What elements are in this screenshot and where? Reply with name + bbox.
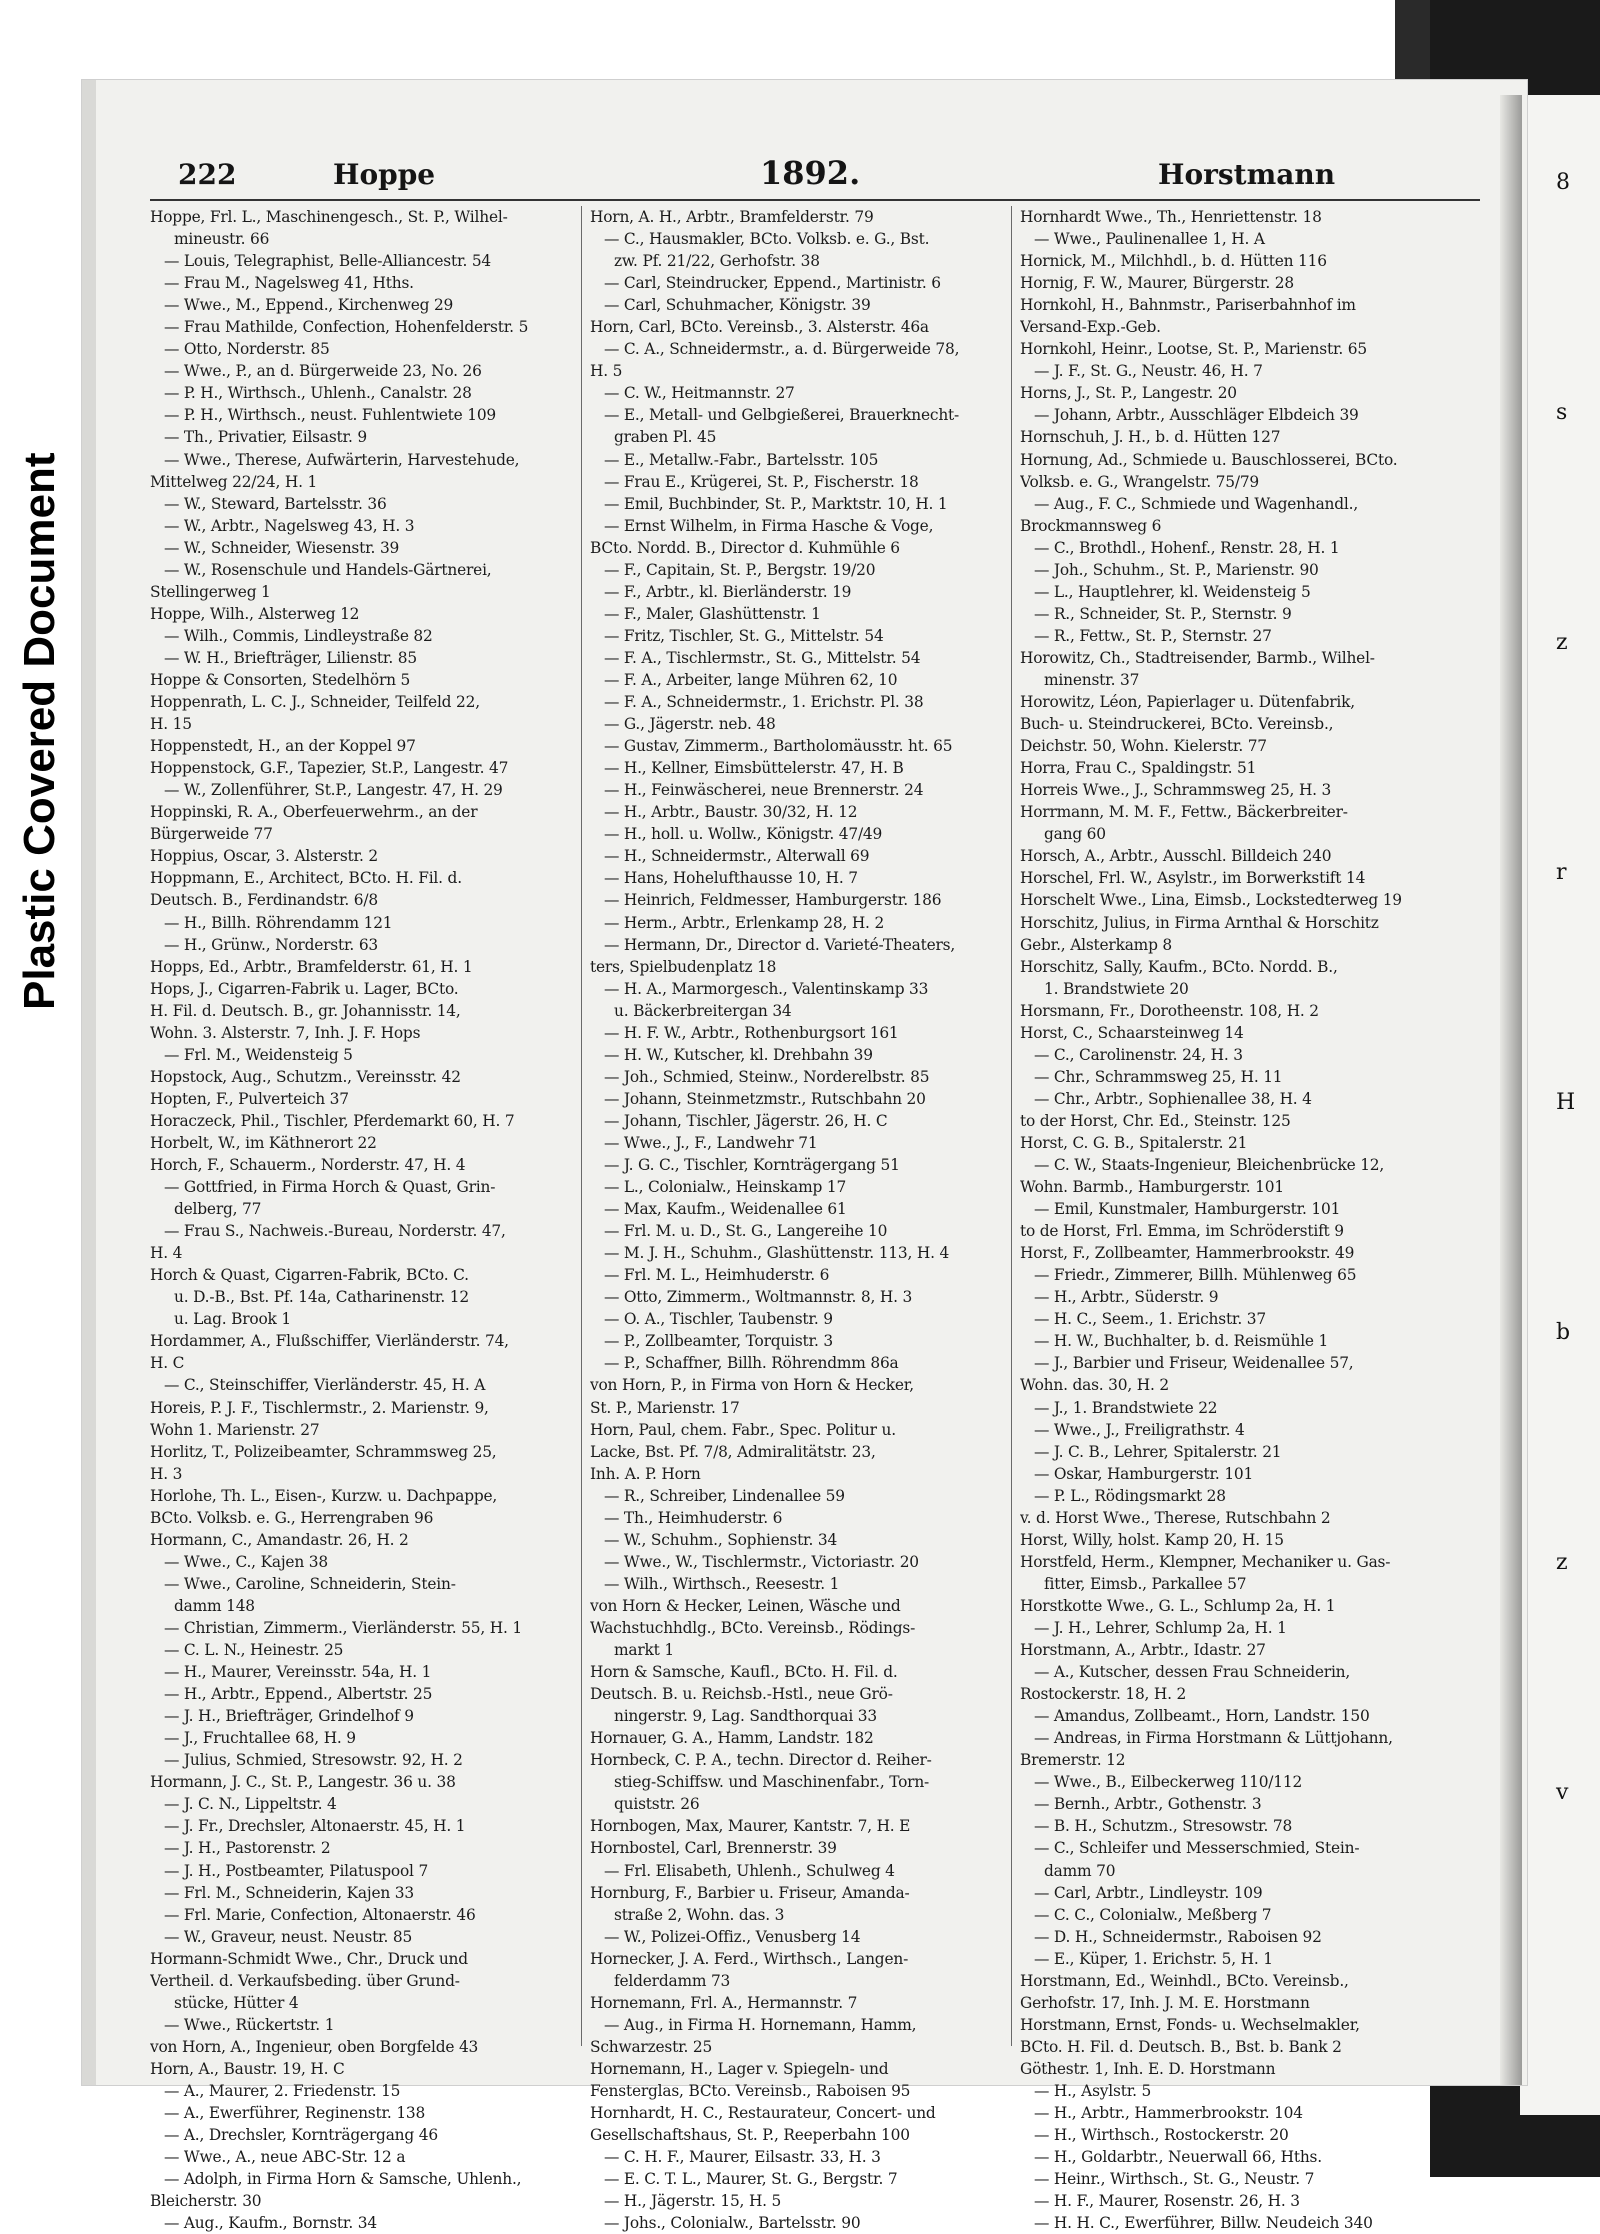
- directory-entry-line: u. Lag. Brook 1: [174, 1310, 291, 1329]
- directory-entry-line: Horbelt, W., im Käthnerort 22: [150, 1133, 377, 1152]
- directory-entry-line: — Bernh., Arbtr., Gothenstr. 3: [1034, 1795, 1262, 1814]
- directory-entry-line: — W., Schneider, Wiesenstr. 39: [164, 538, 400, 557]
- directory-entry-line: — Aug., F. C., Schmiede und Wagenhandl.,: [1034, 494, 1359, 513]
- directory-entry-line: — Julius, Schmied, Stresowstr. 92, H. 2: [164, 1751, 463, 1770]
- directory-entry-line: — P., Zollbeamter, Torquistr. 3: [604, 1332, 833, 1351]
- directory-entry-line: — H., Asylstr. 5: [1034, 2081, 1152, 2100]
- directory-entry-line: Hornhardt Wwe., Th., Henriettenstr. 18: [1020, 208, 1322, 226]
- directory-entry-line: Wohn. 3. Alsterstr. 7, Inh. J. F. Hops: [150, 1023, 421, 1042]
- directory-column-1: [150, 206, 570, 2233]
- directory-entry-line: — F. A., Tischlermstr., St. G., Mittelstr. 54: [604, 648, 921, 667]
- directory-entry-line: — Frl. M. L., Heimhuderstr. 6: [604, 1266, 830, 1285]
- directory-entry-line: — H., Arbtr., Süderstr. 9: [1034, 1288, 1219, 1307]
- directory-entry-line: Mittelweg 22/24, H. 1: [150, 472, 318, 491]
- directory-entry-line: von Horn, A., Ingenieur, oben Borgfelde 43: [150, 2037, 479, 2056]
- directory-entry-line: — E. C. T. L., Maurer, St. G., Bergstr. 7: [604, 2170, 898, 2189]
- directory-entry-line: Fensterglas, BCto. Vereinsb., Raboisen 95: [590, 2081, 911, 2100]
- directory-column-2: [590, 206, 1010, 2233]
- directory-entry-line: — Aug., in Firma H. Hornemann, Hamm,: [604, 2015, 917, 2034]
- directory-entry-line: — Frl. Marie, Confection, Altonaerstr. 46: [164, 1905, 476, 1924]
- directory-entry-line: — H. A., Marmorgesch., Valentinskamp 33: [604, 979, 929, 998]
- directory-entry-line: — Johs., Colonialw., Bartelsstr. 90: [604, 2214, 861, 2233]
- directory-entry-line: Hornick, M., Milchhdl., b. d. Hütten 116: [1020, 252, 1327, 271]
- directory-entry-line: Horn, A., Baustr. 19, H. C: [150, 2059, 345, 2078]
- directory-entry-line: Hornkohl, H., Bahnmstr., Pariserbahnhof im: [1020, 296, 1356, 315]
- directory-entry-line: Horst, F., Zollbeamter, Hammerbrookstr. 49: [1020, 1244, 1355, 1263]
- directory-entry-line: — O. A., Tischler, Taubenstr. 9: [604, 1310, 833, 1329]
- directory-entry-line: — Wilh., Commis, Lindleystraße 82: [164, 626, 433, 645]
- directory-entry-line: ters, Spielbudenplatz 18: [590, 957, 777, 976]
- directory-entry-line: Horst, Willy, holst. Kamp 20, H. 15: [1020, 1530, 1284, 1549]
- directory-entry-line: H. 4: [150, 1244, 183, 1263]
- directory-entry-line: — Hans, Hohelufthausse 10, H. 7: [604, 869, 858, 888]
- directory-entry-line: — Oskar, Hamburgerstr. 101: [1034, 1464, 1254, 1483]
- directory-entry-line: BCto. Volksb. e. G., Herrengraben 96: [150, 1508, 434, 1527]
- directory-entry-line: von Horn & Hecker, Leinen, Wäsche und: [590, 1596, 901, 1615]
- directory-entry-line: Deutsch. B., Ferdinandstr. 6/8: [150, 891, 378, 910]
- directory-entry-line: — H. H. C., Ewerführer, Billw. Neudeich 340: [1034, 2214, 1373, 2233]
- directory-entry-line: Hormann, C., Amandastr. 26, H. 2: [150, 1530, 409, 1549]
- directory-entry-line: — J. H., Briefträger, Grindelhof 9: [164, 1707, 414, 1726]
- directory-entry-line: — Wwe., Rückertstr. 1: [164, 2015, 335, 2034]
- directory-entry-line: — Frl. M., Schneiderin, Kajen 33: [164, 1883, 414, 1902]
- directory-entry-line: Volksb. e. G., Wrangelstr. 75/79: [1020, 472, 1260, 491]
- column-divider: [581, 206, 582, 2046]
- directory-entry-line: Hornauer, G. A., Hamm, Landstr. 182: [590, 1729, 874, 1748]
- directory-entry-line: — E., Metallw.-Fabr., Bartelsstr. 105: [604, 450, 879, 469]
- directory-entry-line: Hornschuh, J. H., b. d. Hütten 127: [1020, 428, 1281, 447]
- directory-entry-line: Brockmannsweg 6: [1020, 516, 1162, 535]
- directory-entry-line: u. D.-B., Bst. Pf. 14a, Catharinenstr. 12: [174, 1288, 469, 1307]
- next-page-fragment: 8: [1556, 170, 1570, 195]
- directory-entry-line: Deichstr. 50, Wohn. Kielerstr. 77: [1020, 737, 1267, 756]
- directory-entry-line: Hoppe, Frl. L., Maschinengesch., St. P., Wilhel-: [150, 208, 508, 226]
- directory-entry-line: Horch, F., Schauerm., Norderstr. 47, H. 4: [150, 1156, 466, 1175]
- directory-entry-line: Horra, Frau C., Spaldingstr. 51: [1020, 759, 1257, 778]
- directory-entry-line: Horsch, A., Arbtr., Ausschl. Billdeich 240: [1020, 847, 1332, 866]
- directory-entry-line: Hoppmann, E., Architect, BCto. H. Fil. d.: [150, 869, 462, 888]
- directory-entry-line: — H., Arbtr., Baustr. 30/32, H. 12: [604, 803, 858, 822]
- directory-entry-line: — Friedr., Zimmerer, Billh. Mühlenweg 65: [1034, 1266, 1357, 1285]
- directory-entry-line: St. P., Marienstr. 17: [590, 1398, 740, 1417]
- column-divider: [1011, 206, 1012, 2046]
- directory-entry-line: quiststr. 26: [614, 1795, 700, 1814]
- directory-entry-line: Gebr., Alsterkamp 8: [1020, 935, 1173, 954]
- directory-entry-line: — Wwe., J., F., Landwehr 71: [604, 1133, 818, 1152]
- directory-entry-line: Bleicherstr. 30: [150, 2192, 262, 2211]
- directory-entry-line: — Fritz, Tischler, St. G., Mittelstr. 54: [604, 626, 884, 645]
- next-page-fragment: z: [1556, 1550, 1568, 1575]
- directory-entry-line: — Heinr., Wirthsch., St. G., Neustr. 7: [1034, 2170, 1315, 2189]
- directory-entry-line: Hoppe & Consorten, Stedelhörn 5: [150, 670, 411, 689]
- directory-entry-line: Horeis, P. J. F., Tischlermstr., 2. Marienstr. 9,: [150, 1398, 489, 1417]
- directory-entry-line: — W., Zollenführer, St.P., Langestr. 47, H. 29: [164, 781, 503, 800]
- directory-entry-line: Hormann, J. C., St. P., Langestr. 36 u. 38: [150, 1773, 456, 1792]
- directory-entry-line: — W., Arbtr., Nagelsweg 43, H. 3: [164, 516, 415, 535]
- page-binding-curl: [1500, 95, 1522, 2085]
- directory-entry-line: Horschitz, Julius, in Firma Arnthal & Horschitz: [1020, 913, 1379, 932]
- directory-entry-line: — J. C. N., Lippeltstr. 4: [164, 1795, 337, 1814]
- directory-entry-line: Horaczeck, Phil., Tischler, Pferdemarkt 60, H. 7: [150, 1111, 515, 1130]
- directory-entry-line: von Horn, P., in Firma von Horn & Hecker,: [590, 1376, 914, 1395]
- directory-entry-line: Horschelt Wwe., Lina, Eimsb., Lockstedterweg 19: [1020, 891, 1402, 910]
- directory-entry-line: Horn & Samsche, Kaufl., BCto. H. Fil. d.: [590, 1663, 898, 1682]
- directory-entry-line: Schwarzestr. 25: [590, 2037, 713, 2056]
- directory-entry-line: — A., Ewerführer, Reginenstr. 138: [164, 2104, 426, 2123]
- directory-entry-line: Horschel, Frl. W., Asylstr., im Borwerkstift 14: [1020, 869, 1366, 888]
- next-page-fragment: v: [1556, 1780, 1569, 1805]
- directory-entry-line: Hornbeck, C. P. A., techn. Director d. Reiher-: [590, 1751, 932, 1770]
- directory-entry-line: — Wwe., J., Freiligrathstr. 4: [1034, 1420, 1245, 1439]
- running-head-right: Horstmann: [1158, 158, 1336, 191]
- directory-entry-line: — W., Steward, Bartelsstr. 36: [164, 494, 387, 513]
- directory-entry-line: — J. Fr., Drechsler, Altonaerstr. 45, H. 1: [164, 1817, 466, 1836]
- directory-entry-line: Hornhardt, H. C., Restaurateur, Concert- und: [590, 2104, 936, 2123]
- directory-entry-line: — D. H., Schneidermstr., Raboisen 92: [1034, 1927, 1322, 1946]
- directory-entry-line: — J., Barbier und Friseur, Weidenallee 57,: [1034, 1354, 1354, 1373]
- directory-entry-line: Vertheil. d. Verkaufsbeding. über Grund-: [150, 1971, 460, 1990]
- directory-entry-line: Horstmann, A., Arbtr., Idastr. 27: [1020, 1641, 1266, 1660]
- directory-entry-line: — Th., Heimhuderstr. 6: [604, 1508, 783, 1527]
- directory-entry-line: Göthestr. 1, Inh. E. D. Horstmann: [1020, 2059, 1276, 2078]
- directory-entry-line: Hoppius, Oscar, 3. Alsterstr. 2: [150, 847, 378, 866]
- header-rule: [150, 199, 1480, 201]
- directory-entry-line: — R., Fettw., St. P., Sternstr. 27: [1034, 626, 1272, 645]
- directory-entry-line: — Gustav, Zimmerm., Bartholomäusstr. ht. 65: [604, 737, 953, 756]
- directory-entry-line: — Frl. Elisabeth, Uhlenh., Schulweg 4: [604, 1861, 895, 1880]
- directory-entry-line: Wohn. Barmb., Hamburgerstr. 101: [1020, 1178, 1284, 1197]
- directory-entry-line: Lacke, Bst. Pf. 7/8, Admiralitätstr. 23,: [590, 1442, 876, 1461]
- directory-entry-line: Gerhofstr. 17, Inh. J. M. E. Horstmann: [1020, 1993, 1310, 2012]
- directory-entry-line: — P., Schaffner, Billh. Röhrendmm 86a: [604, 1354, 899, 1373]
- directory-entry-line: — Frau Mathilde, Confection, Hohenfelderstr. 5: [164, 318, 529, 337]
- directory-entry-line: — Wwe., Paulinenallee 1, H. A: [1034, 230, 1265, 249]
- directory-entry-line: stieg-Schiffsw. und Maschinenfabr., Torn-: [614, 1773, 930, 1792]
- directory-entry-line: Wohn 1. Marienstr. 27: [150, 1420, 320, 1439]
- directory-entry-line: — F., Maler, Glashüttenstr. 1: [604, 604, 821, 623]
- directory-entry-line: — E., Metall- und Gelbgießerei, Brauerknecht-: [604, 406, 960, 425]
- directory-entry-line: — H., Wirthsch., Rostockerstr. 20: [1034, 2126, 1289, 2145]
- directory-entry-line: — Wwe., M., Eppend., Kirchenweg 29: [164, 296, 454, 315]
- next-page-fragment: z: [1556, 630, 1568, 655]
- directory-entry-line: — Otto, Zimmerm., Woltmannstr. 8, H. 3: [604, 1288, 913, 1307]
- page-number: 222: [178, 158, 237, 191]
- running-head-left: Hoppe: [333, 158, 436, 191]
- directory-entry-line: BCto. H. Fil. d. Deutsch. B., Bst. b. Bank 2: [1020, 2037, 1342, 2056]
- directory-entry-line: Horowitz, Léon, Papierlager u. Dütenfabrik,: [1020, 693, 1355, 712]
- directory-entry-line: — W. H., Briefträger, Lilienstr. 85: [164, 648, 417, 667]
- directory-entry-line: — Aug., Kaufm., Bornstr. 34: [164, 2214, 377, 2233]
- directory-entry-line: Horn, Carl, BCto. Vereinsb., 3. Alsterstr. 46a: [590, 318, 929, 337]
- directory-entry-line: Hornbogen, Max, Maurer, Kantstr. 7, H. E: [590, 1817, 911, 1836]
- directory-entry-line: — Frau S., Nachweis.-Bureau, Norderstr. 47,: [164, 1222, 506, 1241]
- directory-entry-line: — P. H., Wirthsch., neust. Fuhlentwiete 109: [164, 406, 497, 425]
- directory-entry-line: — H., Goldarbtr., Neuerwall 66, Hths.: [1034, 2148, 1322, 2167]
- directory-entry-line: — J., Fruchtallee 68, H. 9: [164, 1729, 356, 1748]
- directory-entry-line: — F. A., Arbeiter, lange Mühren 62, 10: [604, 670, 898, 689]
- directory-entry-line: — J. H., Postbeamter, Pilatuspool 7: [164, 1861, 429, 1880]
- directory-entry-line: mineustr. 66: [174, 230, 270, 249]
- directory-entry-line: — L., Hauptlehrer, kl. Weidensteig 5: [1034, 582, 1311, 601]
- directory-entry-line: Horschitz, Sally, Kaufm., BCto. Nordd. B.,: [1020, 957, 1338, 976]
- next-page-fragment: H: [1556, 1090, 1576, 1115]
- directory-entry-line: — C. C., Colonialw., Meßberg 7: [1034, 1905, 1272, 1924]
- directory-entry-line: — Emil, Buchbinder, St. P., Marktstr. 10, H. 1: [604, 494, 948, 513]
- directory-entry-line: — Louis, Telegraphist, Belle-Alliancestr. 54: [164, 252, 492, 271]
- directory-entry-line: fitter, Eimsb., Parkallee 57: [1044, 1574, 1247, 1593]
- directory-entry-line: H. 3: [150, 1464, 183, 1483]
- directory-entry-line: — W., Schuhm., Sophienstr. 34: [604, 1530, 838, 1549]
- directory-entry-line: — Emil, Kunstmaler, Hamburgerstr. 101: [1034, 1200, 1341, 1219]
- directory-entry-line: Horstfeld, Herm., Klempner, Mechaniker u. Gas-: [1020, 1552, 1391, 1571]
- directory-entry-line: — Wwe., Caroline, Schneiderin, Stein-: [164, 1574, 456, 1593]
- directory-entry-line: damm 148: [174, 1596, 255, 1615]
- directory-entry-line: 1. Brandstwiete 20: [1044, 979, 1189, 998]
- directory-entry-line: delberg, 77: [174, 1200, 262, 1219]
- directory-entry-line: — R., Schreiber, Lindenallee 59: [604, 1486, 845, 1505]
- directory-entry-line: Hornburg, F., Barbier u. Friseur, Amanda-: [590, 1883, 910, 1902]
- directory-entry-line: — Andreas, in Firma Horstmann & Lüttjohann,: [1034, 1729, 1393, 1748]
- directory-entry-line: — Ernst Wilhelm, in Firma Hasche & Voge,: [604, 516, 934, 535]
- directory-entry-line: — C., Schleifer und Messerschmied, Stein-: [1034, 1839, 1360, 1858]
- directory-entry-line: — C. W., Heitmannstr. 27: [604, 384, 795, 403]
- directory-entry-line: — H., Billh. Röhrendamm 121: [164, 913, 393, 932]
- directory-entry-line: — C., Hausmakler, BCto. Volksb. e. G., Bst.: [604, 230, 930, 249]
- directory-entry-line: — Wwe., A., neue ABC-Str. 12 a: [164, 2148, 406, 2167]
- directory-entry-line: — H. F., Maurer, Rosenstr. 26, H. 3: [1034, 2192, 1300, 2211]
- directory-entry-line: Hornemann, Frl. A., Hermannstr. 7: [590, 1993, 858, 2012]
- directory-entry-line: — Hermann, Dr., Director d. Varieté-Theaters,: [604, 935, 956, 954]
- directory-entry-line: Hopten, F., Pulverteich 37: [150, 1089, 349, 1108]
- directory-entry-line: Horreis Wwe., J., Schrammsweg 25, H. 3: [1020, 781, 1332, 800]
- directory-entry-line: Hoppenstedt, H., an der Koppel 97: [150, 737, 416, 756]
- directory-entry-line: Horns, J., St. P., Langestr. 20: [1020, 384, 1237, 403]
- directory-entry-line: Horn, Paul, chem. Fabr., Spec. Politur u.: [590, 1420, 896, 1439]
- directory-entry-line: — C., Steinschiffer, Vierländerstr. 45, H. A: [164, 1376, 486, 1395]
- directory-entry-line: — J. C. B., Lehrer, Spitalerstr. 21: [1034, 1442, 1282, 1461]
- directory-entry-line: BCto. Nordd. B., Director d. Kuhmühle 6: [590, 538, 900, 557]
- next-page-fragments: [1556, 170, 1596, 1970]
- directory-entry-line: Hops, J., Cigarren-Fabrik u. Lager, BCto.: [150, 979, 459, 998]
- directory-entry-line: — Johann, Arbtr., Ausschläger Elbdeich 39: [1034, 406, 1359, 425]
- directory-entry-line: Horlohe, Th. L., Eisen-, Kurzw. u. Dachpappe,: [150, 1486, 498, 1505]
- directory-entry-line: Horsmann, Fr., Dorotheenstr. 108, H. 2: [1020, 1001, 1319, 1020]
- directory-entry-line: gang 60: [1044, 825, 1106, 844]
- directory-entry-line: Horstmann, Ed., Weinhdl., BCto. Vereinsb.,: [1020, 1971, 1349, 1990]
- directory-entry-line: Horst, C. G. B., Spitalerstr. 21: [1020, 1133, 1248, 1152]
- directory-entry-line: Horlitz, T., Polizeibeamter, Schrammsweg 25,: [150, 1442, 497, 1461]
- directory-entry-line: — F., Capitain, St. P., Bergstr. 19/20: [604, 560, 876, 579]
- directory-entry-line: — H., Maurer, Vereinsstr. 54a, H. 1: [164, 1663, 432, 1682]
- directory-entry-line: — H., Kellner, Eimsbüttelerstr. 47, H. B: [604, 759, 904, 778]
- directory-entry-line: — F., Arbtr., kl. Bierländerstr. 19: [604, 582, 852, 601]
- directory-entry-line: Hoppenstock, G.F., Tapezier, St.P., Langestr. 47: [150, 759, 509, 778]
- directory-entry-line: — C., Brothdl., Hohenf., Renstr. 28, H. 1: [1034, 538, 1340, 557]
- directory-entry-line: — P. H., Wirthsch., Uhlenh., Canalstr. 28: [164, 384, 472, 403]
- directory-entry-line: — A., Kutscher, dessen Frau Schneiderin,: [1034, 1663, 1351, 1682]
- directory-entry-line: Horstkotte Wwe., G. L., Schlump 2a, H. 1: [1020, 1596, 1336, 1615]
- directory-entry-line: — Max, Kaufm., Weidenallee 61: [604, 1200, 847, 1219]
- directory-entry-line: — J. H., Lehrer, Schlump 2a, H. 1: [1034, 1619, 1287, 1637]
- directory-entry-line: — H., Grünw., Norderstr. 63: [164, 935, 379, 954]
- directory-entry-line: markt 1: [614, 1641, 674, 1660]
- directory-entry-line: Gesellschaftshaus, St. P., Reeperbahn 100: [590, 2126, 910, 2145]
- directory-entry-line: Inh. A. P. Horn: [590, 1464, 701, 1483]
- directory-entry-line: — Frl. M., Weidensteig 5: [164, 1045, 353, 1064]
- directory-entry-line: — W., Rosenschule und Handels-Gärtnerei,: [164, 560, 492, 579]
- directory-entry-line: Hoppe, Wilh., Alsterweg 12: [150, 604, 360, 623]
- directory-entry-line: graben Pl. 45: [614, 428, 717, 447]
- directory-entry-line: — Heinrich, Feldmesser, Hamburgerstr. 186: [604, 891, 942, 910]
- directory-entry-line: Horowitz, Ch., Stadtreisender, Barmb., Wilhel-: [1020, 648, 1375, 667]
- directory-entry-line: — Frau E., Krügerei, St. P., Fischerstr. 18: [604, 472, 919, 491]
- directory-entry-line: — Johann, Tischler, Jägerstr. 26, H. C: [604, 1111, 888, 1130]
- directory-entry-line: Hormann-Schmidt Wwe., Chr., Druck und: [150, 1949, 468, 1968]
- page-left-edge: [82, 80, 96, 2085]
- directory-entry-line: Hoppenrath, L. C. J., Schneider, Teilfeld 22,: [150, 693, 480, 712]
- directory-entry-line: u. Bäckerbreitergan 34: [614, 1001, 792, 1020]
- directory-entry-line: Versand-Exp.-Geb.: [1020, 318, 1161, 337]
- directory-entry-line: — W., Polizei-Offiz., Venusberg 14: [604, 1927, 861, 1946]
- directory-entry-line: — Wwe., P., an d. Bürgerweide 23, No. 26: [164, 362, 482, 381]
- directory-entry-line: — H. W., Buchhalter, b. d. Reismühle 1: [1034, 1332, 1329, 1351]
- directory-entry-line: — A., Drechsler, Kornträgergang 46: [164, 2126, 438, 2145]
- directory-entry-line: Wachstuchhdlg., BCto. Vereinsb., Rödings-: [590, 1619, 916, 1637]
- directory-entry-line: Stellingerweg 1: [150, 582, 271, 601]
- directory-entry-line: — Adolph, in Firma Horn & Samsche, Uhlenh.,: [164, 2170, 522, 2189]
- directory-entry-line: Hornecker, J. A. Ferd., Wirthsch., Langen-: [590, 1949, 909, 1968]
- directory-entry-line: — Carl, Steindrucker, Eppend., Martinistr. 6: [604, 274, 941, 293]
- directory-entry-line: Hornung, Ad., Schmiede u. Bauschlosserei, BCto.: [1020, 450, 1398, 469]
- directory-entry-line: — Christian, Zimmerm., Vierländerstr. 55, H. 1: [164, 1619, 522, 1637]
- directory-entry-line: zw. Pf. 21/22, Gerhofstr. 38: [614, 252, 820, 271]
- directory-entry-line: — Chr., Schrammsweg 25, H. 11: [1034, 1067, 1283, 1086]
- directory-entry-line: — Herm., Arbtr., Erlenkamp 28, H. 2: [604, 913, 885, 932]
- directory-entry-line: — Wwe., W., Tischlermstr., Victoriastr. 20: [604, 1552, 919, 1571]
- directory-entry-line: damm 70: [1044, 1861, 1116, 1880]
- directory-entry-line: — Amandus, Zollbeamt., Horn, Landstr. 150: [1034, 1707, 1370, 1726]
- directory-entry-line: H. Fil. d. Deutsch. B., gr. Johannisstr. 14,: [150, 1001, 461, 1020]
- directory-entry-line: Horn, A. H., Arbtr., Bramfelderstr. 79: [590, 208, 874, 226]
- directory-entry-line: — Joh., Schuhm., St. P., Marienstr. 90: [1034, 560, 1319, 579]
- directory-entry-line: Horrmann, M. M. F., Fettw., Bäckerbreiter-: [1020, 803, 1348, 822]
- directory-entry-line: Hornig, F. W., Maurer, Bürgerstr. 28: [1020, 274, 1294, 293]
- directory-entry-line: — C. L. N., Heinestr. 25: [164, 1641, 344, 1660]
- directory-entry-line: — H., Arbtr., Hammerbrookstr. 104: [1034, 2104, 1303, 2123]
- directory-entry-line: — Gottfried, in Firma Horch & Quast, Grin-: [164, 1178, 496, 1197]
- running-head-year: 1892.: [760, 154, 861, 192]
- directory-entry-line: — Wwe., B., Eilbeckerweg 110/112: [1034, 1773, 1303, 1792]
- plastic-covered-label: Plastic Covered Document: [15, 452, 64, 1010]
- directory-entry-line: H. C: [150, 1354, 185, 1373]
- directory-entry-line: — Otto, Norderstr. 85: [164, 340, 330, 359]
- directory-entry-line: — A., Maurer, 2. Friedenstr. 15: [164, 2081, 401, 2100]
- directory-entry-line: — Johann, Steinmetzmstr., Rutschbahn 20: [604, 1089, 926, 1108]
- directory-entry-line: — Carl, Schuhmacher, Königstr. 39: [604, 296, 871, 315]
- directory-entry-line: — R., Schneider, St. P., Sternstr. 9: [1034, 604, 1292, 623]
- directory-entry-line: — Frau M., Nagelsweg 41, Hths.: [164, 274, 414, 293]
- next-page-fragment: r: [1556, 860, 1567, 885]
- directory-entry-line: — M. J. H., Schuhm., Glashüttenstr. 113, H. 4: [604, 1244, 950, 1263]
- directory-entry-line: — J. F., St. G., Neustr. 46, H. 7: [1034, 362, 1263, 381]
- directory-entry-line: H. 15: [150, 715, 192, 734]
- directory-entry-line: to de Horst, Frl. Emma, im Schröderstift 9: [1020, 1222, 1344, 1241]
- directory-entry-line: v. d. Horst Wwe., Therese, Rutschbahn 2: [1020, 1508, 1331, 1527]
- directory-entry-line: — Th., Privatier, Eilsastr. 9: [164, 428, 367, 447]
- directory-entry-line: — H., Feinwäscherei, neue Brennerstr. 24: [604, 781, 924, 800]
- directory-entry-line: — C. H. F., Maurer, Eilsastr. 33, H. 3: [604, 2148, 881, 2167]
- directory-entry-line: Hornemann, H., Lager v. Spiegeln- und: [590, 2059, 889, 2078]
- directory-column-3: [1020, 206, 1480, 2233]
- directory-entry-line: Hoppinski, R. A., Oberfeuerwehrm., an der: [150, 803, 478, 822]
- directory-entry-line: — C. A., Schneidermstr., a. d. Bürgerweide 78,: [604, 340, 960, 359]
- directory-entry-line: stücke, Hütter 4: [174, 1993, 299, 2012]
- directory-entry-line: — C., Carolinenstr. 24, H. 3: [1034, 1045, 1243, 1064]
- directory-entry-line: — Wwe., Therese, Aufwärterin, Harvestehude,: [164, 450, 520, 469]
- directory-entry-line: — Carl, Arbtr., Lindleystr. 109: [1034, 1883, 1263, 1902]
- directory-entry-line: — J., 1. Brandstwiete 22: [1034, 1398, 1218, 1417]
- directory-entry-line: Bürgerweide 77: [150, 825, 273, 844]
- directory-entry-line: — B. H., Schutzm., Stresowstr. 78: [1034, 1817, 1293, 1836]
- directory-entry-line: — Chr., Arbtr., Sophienallee 38, H. 4: [1034, 1089, 1312, 1108]
- directory-entry-line: Hornbostel, Carl, Brennerstr. 39: [590, 1839, 837, 1858]
- directory-entry-line: — H., Arbtr., Eppend., Albertstr. 25: [164, 1685, 433, 1704]
- directory-entry-line: — W., Graveur, neust. Neustr. 85: [164, 1927, 413, 1946]
- directory-entry-line: Hornkohl, Heinr., Lootse, St. P., Marienstr. 65: [1020, 340, 1367, 359]
- directory-entry-line: — C. W., Staats-Ingenieur, Bleichenbrücke 12,: [1034, 1156, 1385, 1175]
- directory-entry-line: — H., holl. u. Wollw., Königstr. 47/49: [604, 825, 883, 844]
- directory-entry-line: — P. L., Rödingsmarkt 28: [1034, 1486, 1226, 1505]
- directory-entry-line: Deutsch. B. u. Reichsb.-Hstl., neue Grö-: [590, 1685, 893, 1704]
- next-page-fragment: b: [1556, 1320, 1571, 1345]
- directory-entry-line: — Wilh., Wirthsch., Reesestr. 1: [604, 1574, 840, 1593]
- directory-entry-line: Hopstock, Aug., Schutzm., Vereinsstr. 42: [150, 1067, 461, 1086]
- directory-entry-line: H. 5: [590, 362, 623, 381]
- directory-entry-line: Hopps, Ed., Arbtr., Bramfelderstr. 61, H. 1: [150, 957, 473, 976]
- directory-entry-line: felderdamm 73: [614, 1971, 731, 1990]
- directory-entry-line: Hordammer, A., Flußschiffer, Vierländerstr. 74,: [150, 1332, 509, 1351]
- next-page-fragment: s: [1556, 400, 1568, 425]
- directory-entry-line: Horch & Quast, Cigarren-Fabrik, BCto. C.: [150, 1266, 469, 1285]
- directory-entry-line: to der Horst, Chr. Ed., Steinstr. 125: [1020, 1111, 1291, 1130]
- directory-entry-line: — Frl. M. u. D., St. G., Langereihe 10: [604, 1222, 888, 1241]
- directory-entry-line: Rostockerstr. 18, H. 2: [1020, 1685, 1187, 1704]
- directory-entry-line: Wohn. das. 30, H. 2: [1020, 1376, 1169, 1395]
- directory-entry-line: — H. F. W., Arbtr., Rothenburgsort 161: [604, 1023, 899, 1042]
- directory-entry-line: — J. G. C., Tischler, Kornträgergang 51: [604, 1156, 900, 1175]
- directory-entry-line: — J. H., Pastorenstr. 2: [164, 1839, 331, 1858]
- directory-entry-line: straße 2, Wohn. das. 3: [614, 1905, 785, 1924]
- directory-entry-line: — F. A., Schneidermstr., 1. Erichstr. Pl. 38: [604, 693, 924, 712]
- directory-entry-line: minenstr. 37: [1044, 670, 1140, 689]
- directory-entry-line: Bremerstr. 12: [1020, 1751, 1126, 1770]
- directory-entry-line: — L., Colonialw., Heinskamp 17: [604, 1178, 847, 1197]
- directory-entry-line: ningerstr. 9, Lag. Sandthorquai 33: [614, 1707, 877, 1726]
- directory-entry-line: — Wwe., C., Kajen 38: [164, 1552, 328, 1571]
- directory-entry-line: — E., Küper, 1. Erichstr. 5, H. 1: [1034, 1949, 1273, 1968]
- directory-entry-line: — H., Schneidermstr., Alterwall 69: [604, 847, 870, 866]
- directory-entry-line: Horst, C., Schaarsteinweg 14: [1020, 1023, 1244, 1042]
- directory-entry-line: — H. C., Seem., 1. Erichstr. 37: [1034, 1310, 1266, 1329]
- directory-entry-line: — G., Jägerstr. neb. 48: [604, 715, 776, 734]
- directory-entry-line: Buch- u. Steindruckerei, BCto. Vereinsb.,: [1020, 715, 1334, 734]
- directory-entry-line: — H., Jägerstr. 15, H. 5: [604, 2192, 782, 2211]
- directory-entry-line: — H. W., Kutscher, kl. Drehbahn 39: [604, 1045, 873, 1064]
- directory-entry-line: — Joh., Schmied, Steinw., Norderelbstr. 85: [604, 1067, 930, 1086]
- directory-entry-line: Horstmann, Ernst, Fonds- u. Wechselmakler,: [1020, 2015, 1360, 2034]
